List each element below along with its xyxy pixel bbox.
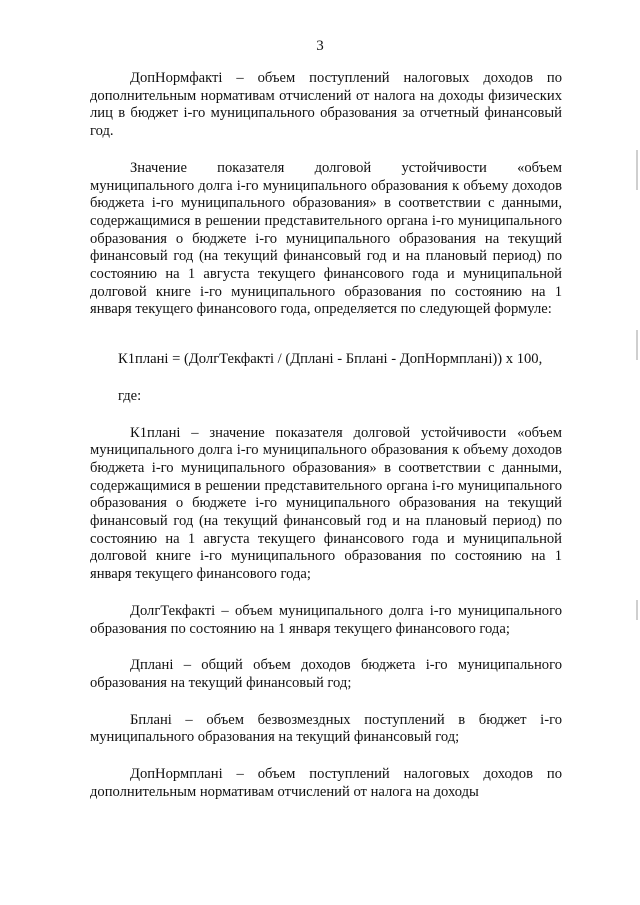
scan-edge-mark bbox=[636, 330, 638, 360]
page-number: 3 bbox=[316, 38, 324, 54]
paragraph-bplan-definition: Бплані – объем безвозмездных поступлений в бюджет і-го муниципального образования на текущий финансовый год; bbox=[90, 711, 562, 746]
formula-k1plan: К1плані = (ДолгТекфакті / (Дплані - Бплані - ДопНормплані)) x 100, bbox=[118, 351, 543, 368]
paragraph-dplan-definition: Дплані – общий объем доходов бюджета і-го муниципального образования на текущий финансовый год; bbox=[90, 657, 562, 691]
document-body bbox=[90, 70, 562, 802]
paragraph-k1plan-definition: К1плані – значение показателя долговой устойчивости «объем муниципального долга і-го муниципального образования к объему доходов бюджета і-го муниципального образования» в соответствии с данными, содержащимися в решении представительного органа і-го муниципального образования о бюджете і-го муниципального образования на текущий финансовый год (на текущий финансовый год и на плановый период) по состоянию на 1 августа текущего финансового года и муниципальной долговой книге і-го муниципального образования по состоянию на 1 января текущего финансового года; bbox=[90, 424, 562, 583]
paragraph-dolgtekfakt-definition: ДолгТекфакті – объем муниципального долга і-го муниципального образования по состоянию на 1 января текущего финансового года; bbox=[90, 602, 562, 637]
paragraph-indicator-description: Значение показателя долговой устойчивости «объем муниципального долга і-го муниципального образования к объему доходов бюджета і-го муниципального образования» в соответствии с данными, содержащимися в решении представительного органа і-го муниципального образования о бюджете і-го муниципального образования на текущий финансовый год (на текущий финансовый год и на плановый период) по состоянию на 1 августа текущего финансового года и муниципальной долговой книге і-го муниципального образования по состоянию на 1 января текущего финансового года, определяется по следующей формуле: bbox=[90, 159, 562, 318]
scan-edge-mark bbox=[636, 600, 638, 620]
formula-where-label: где: bbox=[118, 387, 142, 404]
paragraph-dopnormfakt-definition: ДопНормфакті – объем поступлений налоговых доходов по дополнительным нормативам отчислений от налога на доходы физических лиц в бюджет і-го муниципального образования за отчетный финансовый год. bbox=[90, 70, 562, 140]
scan-edge-mark bbox=[636, 150, 638, 190]
paragraph-dopnormplan-definition: ДопНормплані – объем поступлений налоговых доходов по дополнительным нормативам отчислений от налога на доходы bbox=[90, 766, 562, 800]
